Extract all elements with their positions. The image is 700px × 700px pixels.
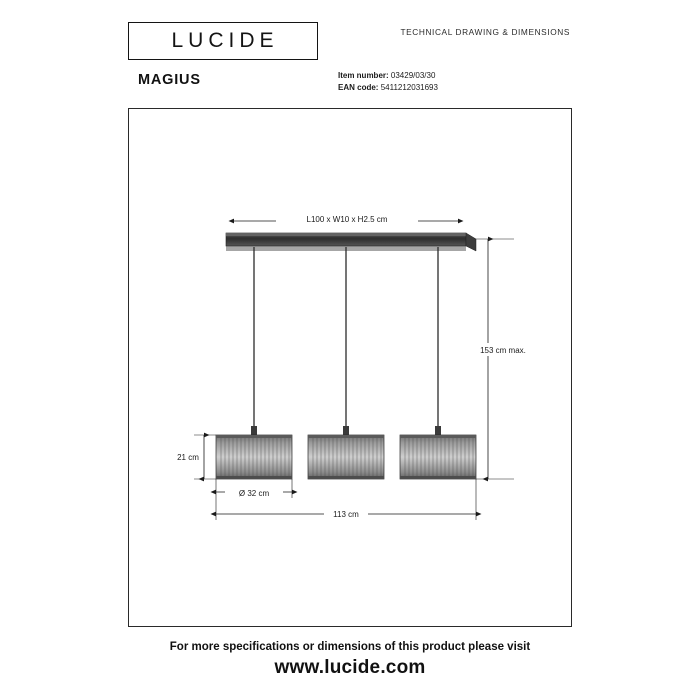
- suspension-cords: [251, 247, 441, 436]
- item-number-value: 03429/03/30: [390, 71, 436, 80]
- technical-drawing-label: TECHNICAL DRAWING & DIMENSIONS: [400, 27, 570, 37]
- footer-text: For more specifications or dimensions of this product please visit: [169, 641, 531, 653]
- shade-left: [216, 435, 292, 479]
- page-title: MAGIUS: [138, 72, 201, 88]
- top-dimension: [234, 213, 458, 226]
- item-number-row: [338, 70, 438, 82]
- shade-diameter-label: Ø 32 cm: [238, 489, 270, 498]
- top-dimension-label: L100 x W10 x H2.5 cm: [306, 215, 388, 224]
- height-dimension-label: 153 cm max.: [480, 346, 526, 355]
- shade-diameter-dimension: [216, 479, 292, 499]
- product-codes: [338, 70, 438, 93]
- product-technical-drawing: [128, 108, 572, 627]
- ean-code-row: [338, 82, 438, 94]
- shade-right: [400, 435, 476, 479]
- lucide-logo: [128, 22, 318, 60]
- total-width-label: 113 cm: [333, 510, 359, 519]
- lamp-shades: [216, 435, 476, 479]
- shade-height-label: 21 cm: [177, 453, 199, 462]
- brand-name: LUCIDE: [171, 29, 279, 52]
- shade-height-dimension: [174, 435, 216, 479]
- height-dimension: [472, 239, 534, 479]
- ean-code-label: EAN code:: [338, 82, 379, 92]
- footer-website[interactable]: www.lucide.com: [274, 657, 426, 678]
- total-width-dimension: [216, 479, 476, 520]
- ean-code-value: 5411212031693: [380, 82, 438, 92]
- shade-center: [308, 435, 384, 479]
- item-number-label: Item number:: [338, 71, 389, 80]
